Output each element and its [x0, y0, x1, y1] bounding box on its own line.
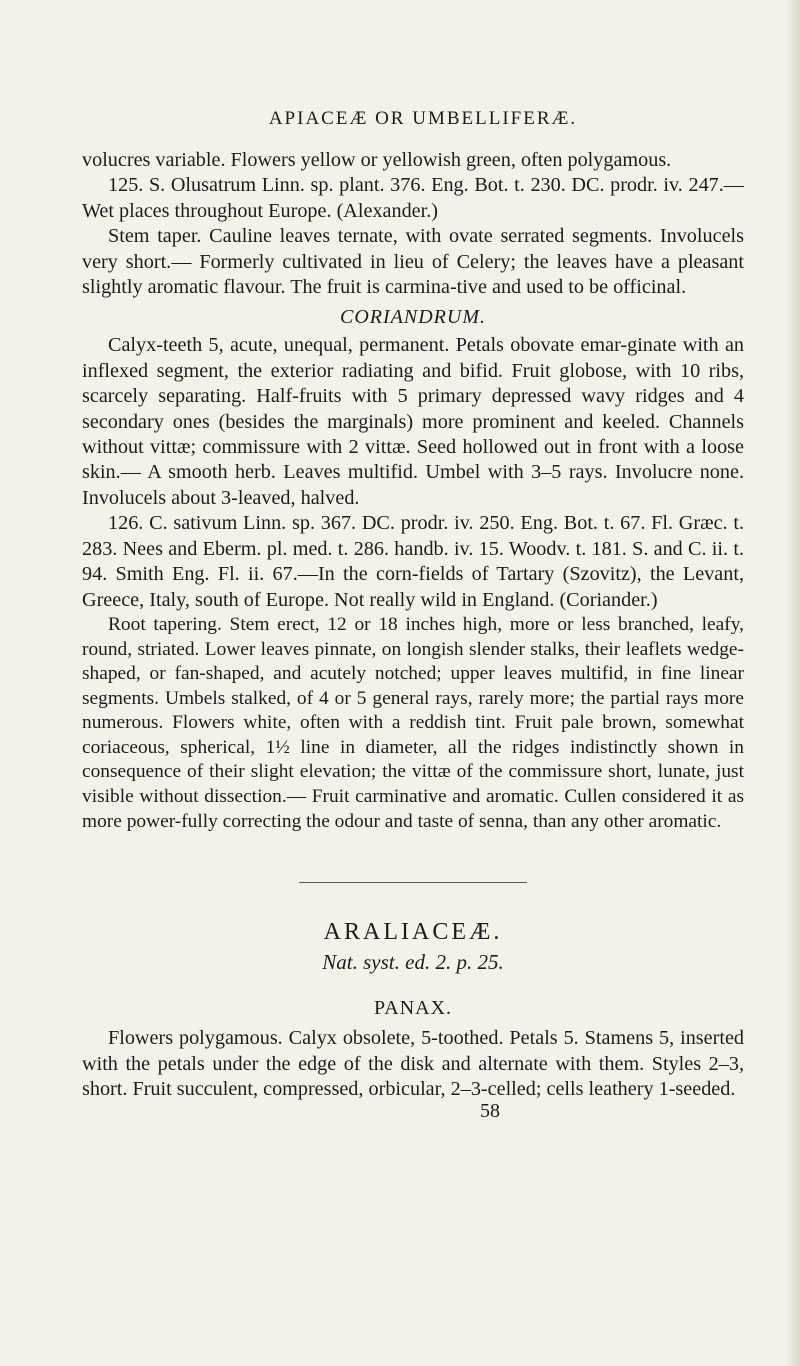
species-125-entry: 125. S. Olusatrum Linn. sp. plant. 376. Eng. Bot. t. 230. DC. prodr. iv. 247.—Wet places throughout Europe. (Alexander.)	[82, 174, 744, 222]
genus-heading-panax: PANAX.	[373, 997, 453, 1020]
family-reference: Nat. syst. ed. 2. p. 25.	[322, 950, 504, 975]
genus-panax-description: Flowers polygamous. Calyx obsolete, 5-toothed. Petals 5. Stamens 5, inserted with the petals under the edge of the disk and alternate with them. Styles 2–3, short. Fruit succulent, compressed, orbicular, 2–3-celled; cells leathery 1-seeded.	[82, 1027, 744, 1101]
species-125-description: Stem taper. Cauline leaves ternate, with ovate serrated segments. Involucels very short.— Formerly cultivated in lieu of Celery; the leaves have a pleasant slightly aromatic flavour. The fruit is carmina-tive and used to be officinal.	[82, 225, 744, 299]
page-body	[82, 108, 744, 1123]
paragraph-continuation: volucres variable. Flowers yellow or yellowish green, often polygamous.	[82, 149, 672, 171]
genus-heading-coriandrum: CORIANDRUM.	[340, 306, 486, 329]
family-heading-araliaceae: ARALIACEÆ.	[323, 919, 503, 946]
genus-coriandrum-description: Calyx-teeth 5, acute, unequal, permanent. Petals obovate emar-ginate with an inflexed segment, the exterior radiating and bifid. Fruit globose, with 10 ribs, scarcely separating. Half-fruits with 5 primary depressed wavy ridges and 4 secondary ones (besides the marginals) more prominent and keeled. Channels without vittæ; commissure with 2 vittæ. Seed hollowed out in front with a loose skin.— A smooth herb. Leaves multifid. Umbel with 3–5 rays. Involucre none. Involucels about 3-leaved, halved.	[82, 334, 744, 509]
section-divider	[299, 882, 527, 883]
running-header: APIACEÆ OR UMBELLIFERÆ.	[268, 108, 578, 129]
page-edge-shadow	[786, 0, 800, 1366]
species-126-description: Root tapering. Stem erect, 12 or 18 inches high, more or less branched, leafy, round, striated. Lower leaves pinnate, on longish slender stalks, their leaflets wedge-shaped, or fan-shaped, and acutely notched; upper leaves multifid, in fine linear segments. Umbels stalked, of 4 or 5 general rays, rarely more; the partial rays more numerous. Flowers white, often with a reddish tint. Fruit pale brown, somewhat coriaceous, spherical, 1½ line in diameter, all the ridges indistinctly shown in consequence of their slight elevation; the vittæ of the commissure short, lunate, just visible without dissection.— Fruit carminative and aromatic. Cullen considered it as more power-fully correcting the odour and taste of senna, than any other aromatic.	[82, 613, 744, 832]
page-number: 58	[480, 1100, 500, 1123]
species-126-entry: 126. C. sativum Linn. sp. 367. DC. prodr. iv. 250. Eng. Bot. t. 67. Fl. Græc. t. 283. Nees and Eberm. pl. med. t. 286. handb. iv. 15. Woodv. t. 181. S. and C. ii. t. 94. Smith Eng. Fl. ii. 67.—In the corn-fields of Tartary (Szovitz), the Levant, Greece, Italy, south of Europe. Not really wild in England. (Coriander.)	[82, 512, 744, 611]
